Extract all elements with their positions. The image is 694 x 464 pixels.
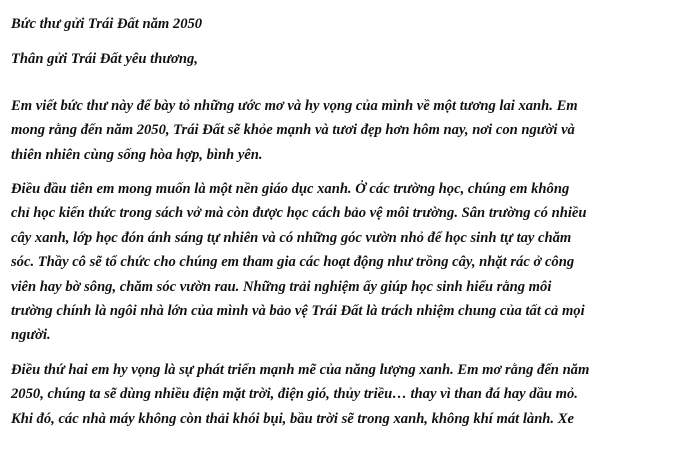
paragraph-line: Em viết bức thư này để bày tỏ những ước mơ và hy vọng của mình về một tương lai xanh. Em bbox=[11, 97, 578, 114]
paragraph-line: sóc. Thầy cô sẽ tổ chức cho chúng em tham gia các hoạt động như trồng cây, nhặt rác ở công bbox=[11, 254, 575, 271]
paragraph-green-education bbox=[11, 177, 687, 348]
paragraph-line: Điều thứ hai em hy vọng là sự phát triển mạnh mẽ của năng lượng xanh. Em mơ rằng đến năm bbox=[11, 361, 590, 378]
letter-document bbox=[11, 12, 687, 441]
paragraph-line: Khi đó, các nhà máy không còn thải khói bụi, bầu trời sẽ trong xanh, không khí mát lành. Xe bbox=[11, 410, 574, 427]
paragraph-line: 2050, chúng ta sẽ dùng nhiều điện mặt trời, điện gió, thủy triều… thay vì than đá hay dầu mỏ. bbox=[11, 386, 578, 403]
paragraph-intro bbox=[11, 94, 687, 167]
paragraph-green-energy bbox=[11, 358, 687, 431]
paragraph-line: chỉ học kiến thức trong sách vở mà còn được học cách bảo vệ môi trường. Sân trường có nhiều bbox=[11, 205, 587, 222]
letter-title: Bức thư gửi Trái Đất năm 2050 bbox=[11, 16, 203, 32]
paragraph-line: người. bbox=[11, 327, 51, 344]
paragraph-line: viên hay bờ sông, chăm sóc vườn rau. Những trải nghiệm ấy giúp học sinh hiểu rằng môi bbox=[11, 278, 552, 295]
paragraph-line: mong rằng đến năm 2050, Trái Đất sẽ khỏe mạnh và tươi đẹp hơn hôm nay, nơi con người và bbox=[11, 122, 575, 139]
letter-greeting: Thân gửi Trái Đất yêu thương, bbox=[11, 51, 198, 68]
paragraph-line: thiên nhiên cùng sống hòa hợp, bình yên. bbox=[11, 146, 263, 163]
paragraph-line: Điều đầu tiên em mong muốn là một nền giáo dục xanh. Ở các trường học, chúng em không bbox=[11, 181, 570, 198]
paragraph-line: trường chính là ngôi nhà lớn của mình và bảo vệ Trái Đất là trách nhiệm chung của tất cả mọi bbox=[11, 303, 585, 320]
paragraph-line: cây xanh, lớp học đón ánh sáng tự nhiên và có những góc vườn nhỏ để học sinh tự tay chăm bbox=[11, 229, 572, 246]
